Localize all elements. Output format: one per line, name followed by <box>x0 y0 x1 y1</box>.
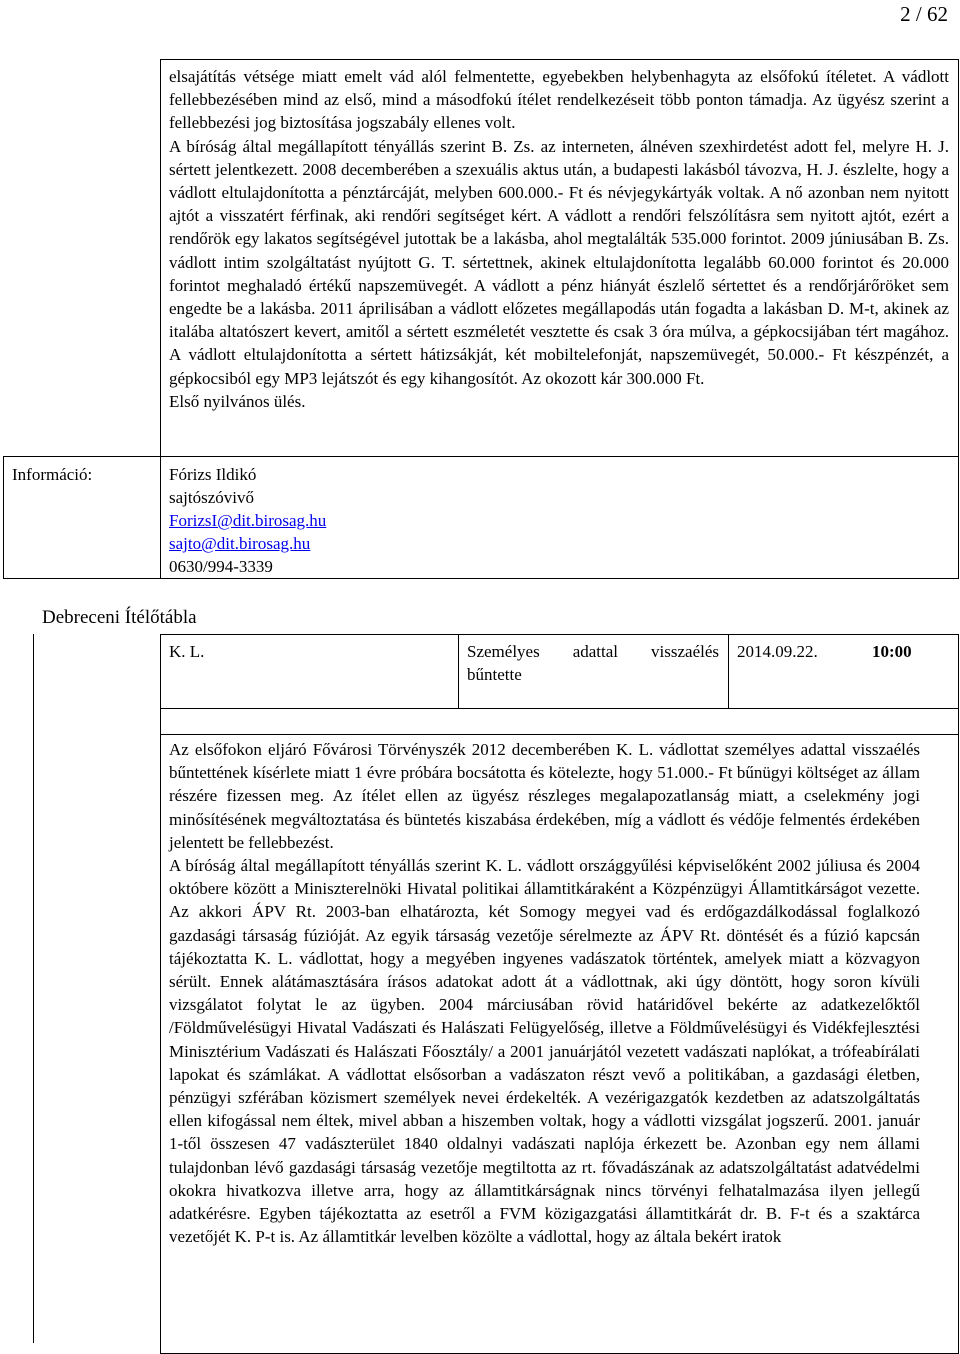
top-case-continuation: elsajátítás vétsége miatt emelt vád alól felmentette, egyebekben helybenhagyta az elsőfokú ítéletet. A vádlott fellebbezésében mind az első, mind a másodfokú ítélet rendelkezéseit több ponton támadja. Az ügyész szerint a fellebbezési jog biztosítása jogszabály ellenes volt. <box>169 67 949 133</box>
charge-text: Személyes adattal visszaélés bűntette <box>467 642 719 684</box>
spacer-cell <box>160 708 959 735</box>
page-number: 2 / 62 <box>900 2 948 26</box>
defendant-cell <box>160 634 459 709</box>
case2-text <box>169 738 920 1248</box>
hearing-date: 2014.09.22. <box>737 642 818 661</box>
contact-role: sajtószóvivő <box>169 488 254 507</box>
case2-first-instance: Az elsőfokon eljáró Fővárosi Törvényszék 2012 decemberében K. L. vádlottat személyes adattal visszaélés bűntettének kísérlete miatt 1 évre próbára bocsátotta és kötelezte, hogy 51.000.- Ft bűnügyi költséget az állam részére fizessen meg. Az ítélet ellen az ügyész részleges megalapozatlanság miatt, a cselekmény jogi minősítésének megváltoztatása és büntetés kiszabása érdekében, míg a vádlott és védője felmentés érdekében jelentett be fellebbezést. <box>169 740 920 852</box>
case2-left-gutter <box>33 634 35 1343</box>
defendant-name: K. L. <box>169 642 205 661</box>
hearing-time: 10:00 <box>872 642 912 661</box>
case2-facts: A bíróság által megállapított tényállás szerint K. L. vádlott országgyűlési képviselőként 2002 júliusa és 2004 októbere között a Miniszterelnöki Hivatal politikai államtitkáraként a Közpénzügyi Államtitkárságot vezette. Az akkori ÁPV Rt. 2003-ban elhatározta, két Somogy megyei vad és erdőgazdálkodással foglalkozó gazdasági társaság fúzióját. Az egyik társaság vezetője sérelmezte az ÁPV Rt. döntését és a fúzió kapcsán tájékoztatta K. L. vádlottat, hogy a megyében ingyenes vadászatok történtek, amelyek miatt a közvagyon sérült. Ennek alátámasztására írásos adatokat adott át a vádlottnak, aki úgy döntött, hogy soron kívüli vizsgálatot folytat le az ügyben. 2004 márciusában rövid határidővel bekérte az adatkezelőktől /Földművelésügyi Hivatal Vadászati és Halászati Felügyelőség, illetve a Földművelésügyi és Vidékfejlesztési Minisztérium Vadászati és Halászati Főosztály/ a 2001 januárjától vezetett vadászati naplókat, a trófeabírálati lapokat és számlákat. A vádlottat elsősorban a vadászaton részt vevő a politikában, a gazdasági életben, pénzügyi szférában közismert személyek nevei érdekelték. A vezérigazgatók kezdetben az adatszolgáltatás ellen kifogással nem éltek, mivel abban a hiszemben voltak, hogy a vádlotti vizsgálat jogszerű. 2001. január 1-től összesen 47 vadászterület 1840 oldalnyi vadászati naplója érkezett be. Azonban egy nem állami tulajdonban lévő gazdasági társaság vezetője megtiltotta az rt. fővadászának az adatszolgáltatást adatvédelmi okokra hivatkozva illetve arra, hogy az államtitkárságnak nincs törvényi felhatalmazása ilyen jellegű adatkérésre. Egyben tájékoztatta az esetről a FVM közigazgatási államtitkárát dr. B. F-t és a szaktárca vezetőjét K. P-t is. Az államtitkár levelben közölte a vádlottal, hogy az általa bekért iratok <box>169 856 920 1247</box>
hearing-type: Első nyilvános ülés. <box>169 391 306 411</box>
contact-block <box>169 463 326 578</box>
contact-name: Fórizs Ildikó <box>169 465 257 484</box>
top-case-facts: A bíróság által megállapított tényállás szerint B. Zs. az interneten, álnéven szexhirdetést adott fel, melyre H. J. sértett jelentkezett. 2008 decemberében a szexuális aktus után, a budapesti lakásból távozva, H. J. észlelte, hogy a vádlott eltulajdonította a pénztárcáját, melyben 600.000.- Ft és névjegykártyák voltak. A nő azonban nem nyitott ajtót a visszatért férfinak, aki rendőri segítséget kért. A vádlott a rendőri felszólításra sem nyitott ajtót, ezért a rendőrök egy lakatos segítségével jutottak be a lakásba, ahol megtalálták 535.000 forintot. 2009 júniusában B. Zs. vádlott intim szolgáltatást nyújtott G. T. sértettnek, akinek eltulajdonította legalább 60.000 forintot és 20.000 forintot meghaladó értékű napszemüvegét. A vádlott a pénz hiányát észlelő sértettet és a rendőrjárőröket sem engedte be a lakásba. 2011 áprilisában a vádlott előzetes megállapodás után fogadta a lakásban D. M-t, akinek az italába altatószert kevert, amitől a sértett eszméletét vesztette és csak 3 óra múlva, a gépkocsijában tért magához. A vádlott eltulajdonította a sértett hátizsákját, két mobiltelefonját, napszemüvegét, 50.000.- Ft készpénzét, a gépkocsiból egy MP3 lejátszót és egy kihangosítót. Az okozott kár 300.000 Ft. <box>169 136 949 388</box>
court-name: Debreceni Ítélőtábla <box>42 607 197 628</box>
info-label: Információ: <box>12 465 93 484</box>
contact-email-link[interactable]: ForizsI@dit.birosag.hu <box>169 511 327 530</box>
contact-phone: 0630/994-3339 <box>169 557 273 576</box>
top-case-text <box>169 65 949 413</box>
press-email-link[interactable]: sajto@dit.birosag.hu <box>169 534 311 553</box>
